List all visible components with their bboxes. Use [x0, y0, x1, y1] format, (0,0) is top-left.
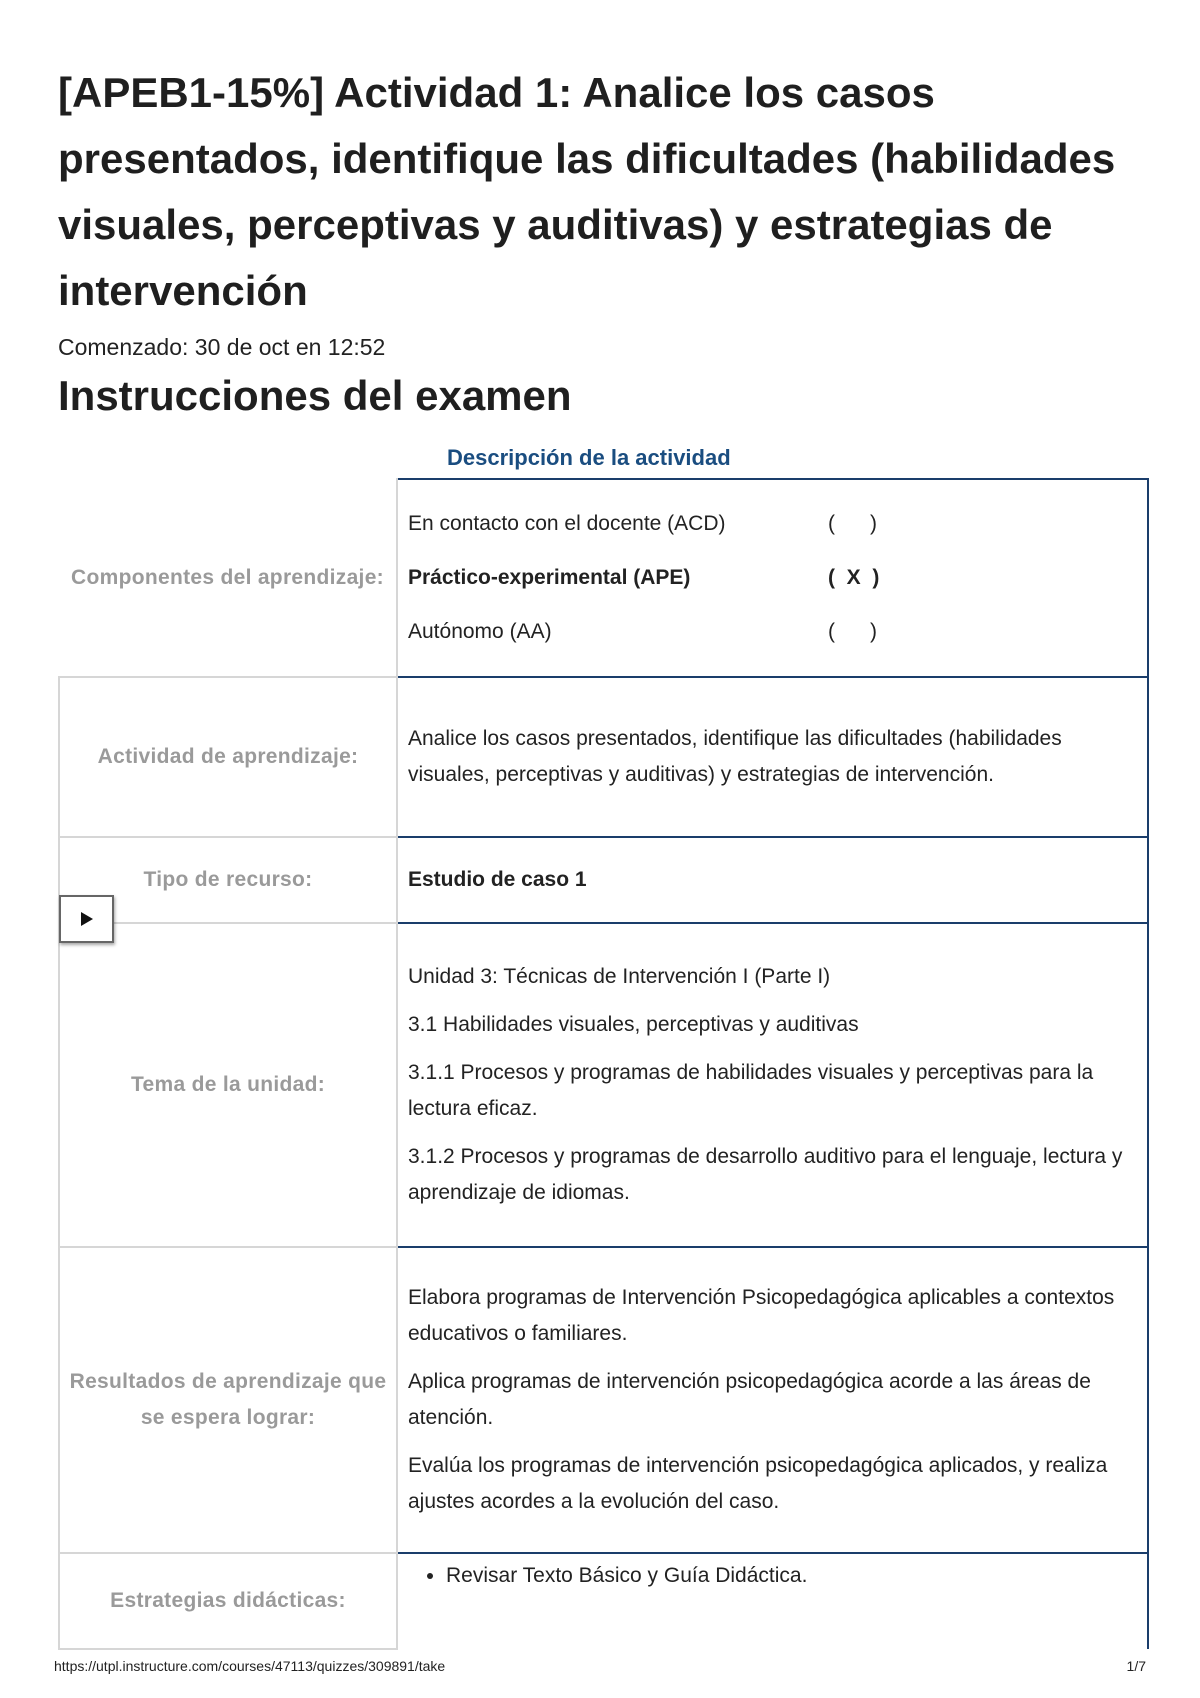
components-cell — [397, 479, 1148, 677]
row-components — [59, 479, 1148, 677]
strategies-list — [408, 1558, 1137, 1594]
unit-topic-item: 3.1.2 Procesos y programas de desarrollo auditivo para el lenguaje, lectura y aprendizaje de idiomas. — [408, 1145, 1123, 1204]
outcomes-cell — [397, 1247, 1148, 1553]
unit-topic-label: Tema de la unidad: — [59, 923, 397, 1247]
row-unit-topic — [59, 923, 1148, 1247]
instructions-heading: Instrucciones del examen — [58, 372, 572, 419]
play-button[interactable] — [59, 895, 114, 943]
resource-type-value: Estudio de caso 1 — [397, 837, 1148, 923]
row-strategies — [59, 1553, 1148, 1649]
component-acd — [408, 497, 1137, 551]
row-resource-type — [59, 837, 1148, 923]
page-number: 1/7 — [1126, 1658, 1146, 1674]
outcome-item: Aplica programas de intervención psicopedagógica acorde a las áreas de atención. — [408, 1370, 1091, 1429]
outcomes-label: Resultados de aprendizaje que se espera lograr: — [59, 1247, 397, 1553]
activity-description-title: Descripción de la actividad — [447, 445, 731, 470]
activity-description-table — [58, 478, 1149, 1650]
outcome-item: Elabora programas de Intervención Psicopedagógica aplicables a contextos educativos o familiares. — [408, 1286, 1115, 1345]
component-mark: ( ) — [828, 512, 877, 535]
component-mark: ( X ) — [828, 566, 880, 589]
component-name: En contacto con el docente (ACD) — [408, 512, 726, 535]
unit-topic-item: 3.1.1 Procesos y programas de habilidades visuales y perceptivas para la lectura eficaz. — [408, 1061, 1094, 1120]
component-name: Práctico-experimental (APE) — [408, 566, 691, 589]
unit-topic-cell — [397, 923, 1148, 1247]
unit-topic-item: Unidad 3: Técnicas de Intervención I (Parte I) — [408, 965, 831, 988]
component-ape — [408, 551, 1137, 605]
outcome-item: Evalúa los programas de intervención psicopedagógica aplicados, y realiza ajustes acordes a la evolución del caso. — [408, 1454, 1108, 1513]
play-icon — [80, 911, 94, 927]
resource-type-label: Tipo de recurso: — [59, 837, 397, 923]
learning-activity-label: Actividad de aprendizaje: — [59, 677, 397, 837]
learning-activity-value: Analice los casos presentados, identifique las dificultades (habilidades visuales, perceptivas y auditivas) y estrategias de intervención. — [397, 677, 1148, 837]
strategies-cell — [397, 1553, 1148, 1649]
row-learning-activity — [59, 677, 1148, 837]
print-footer — [54, 1658, 1146, 1674]
component-aa — [408, 605, 1137, 659]
started-timestamp: Comenzado: 30 de oct en 12:52 — [58, 334, 386, 360]
page-url: https://utpl.instructure.com/courses/47113/quizzes/309891/take — [54, 1658, 446, 1674]
unit-topic-item: 3.1 Habilidades visuales, perceptivas y auditivas — [408, 1013, 859, 1036]
components-label: Componentes del aprendizaje: — [59, 479, 397, 677]
component-mark: ( ) — [828, 620, 877, 643]
strategy-item: • Revisar Texto Básico y Guía Didáctica. — [446, 1558, 1137, 1594]
row-outcomes — [59, 1247, 1148, 1553]
component-name: Autónomo (AA) — [408, 620, 552, 643]
strategies-label: Estrategias didácticas: — [59, 1553, 397, 1649]
quiz-title: [APEB1-15%] Actividad 1: Analice los casos presentados, identifique las dificultades (habilidades visuales, perceptivas y auditivas) y estrategias de intervención — [58, 69, 1116, 314]
